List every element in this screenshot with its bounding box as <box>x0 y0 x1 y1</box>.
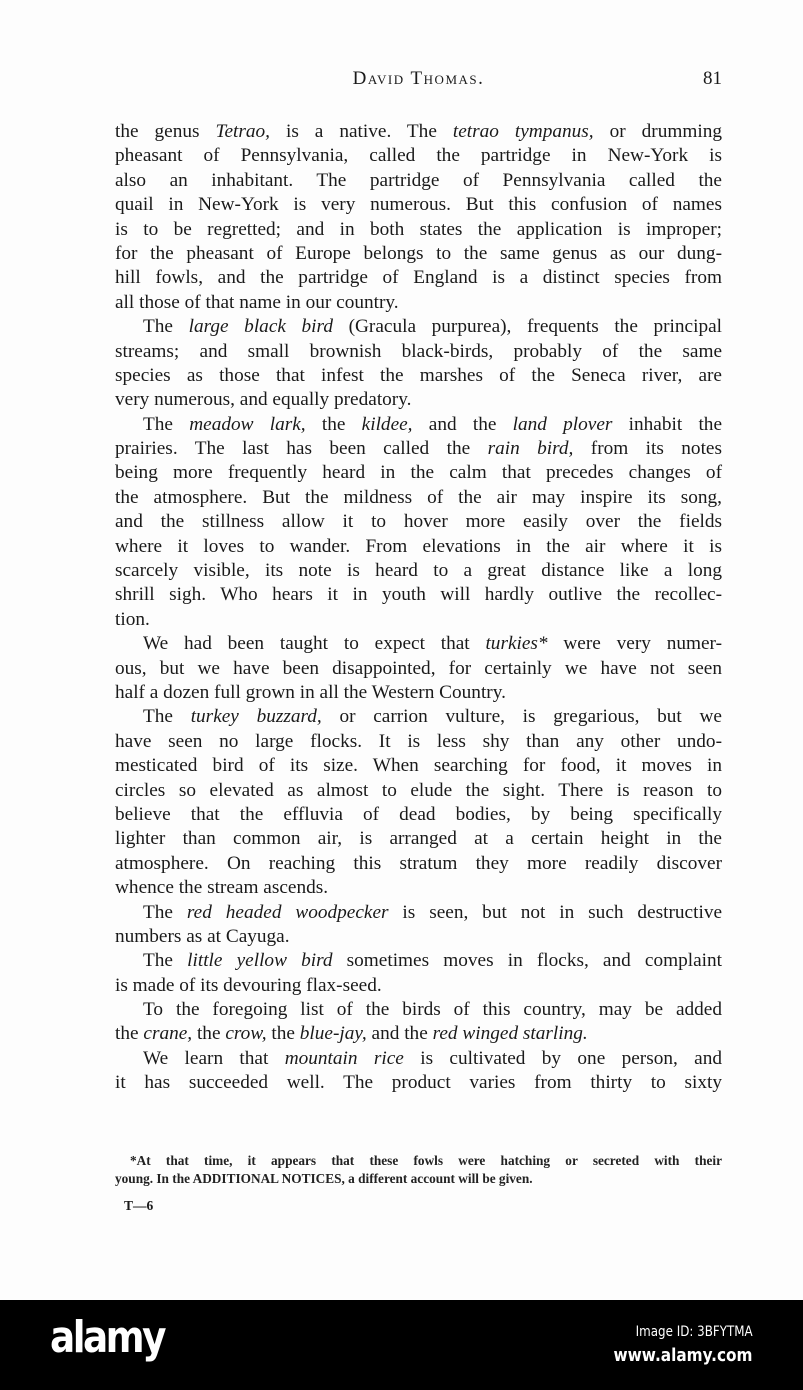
italic-text: tetrao tympanus, <box>452 121 594 142</box>
footnote-line: young. In the ADDITIONAL NOTICES, a different account will be given. <box>115 1171 533 1186</box>
text-line <box>115 559 722 583</box>
text-line <box>115 632 722 656</box>
text-run: the <box>305 413 362 435</box>
text-run: it has succeeded well. The product varies from thirty to sixty <box>115 1072 722 1094</box>
text-line <box>115 852 722 876</box>
text-line <box>115 1071 722 1095</box>
text-line <box>115 193 722 217</box>
text-line <box>115 486 722 510</box>
text-run: the <box>115 1023 144 1045</box>
text-run: for the pheasant of Europe belongs to the same genus as our dung- <box>115 242 722 264</box>
text-run: believe that the effluvia of dead bodies, by being specifically <box>115 803 722 825</box>
image-id-label: Image ID: 3BFYTMA <box>635 1324 753 1340</box>
text-run: The <box>143 706 191 728</box>
text-run: is seen, but not in such destructive <box>388 901 723 923</box>
running-head-title: David Thomas. <box>352 68 485 89</box>
text-line <box>115 340 722 364</box>
text-run: the atmosphere. But the mildness of the air may inspire its song, <box>115 486 722 508</box>
italic-text: red winged starling. <box>432 1023 588 1045</box>
italic-text: Tetrao, <box>215 121 270 142</box>
text-line <box>115 1022 722 1046</box>
text-line <box>115 583 722 607</box>
text-line <box>115 535 722 559</box>
text-line <box>115 169 722 193</box>
text-run: (Gracula purpurea), frequents the principal <box>332 316 723 338</box>
text-line <box>115 144 722 168</box>
text-line <box>115 974 722 998</box>
text-line <box>115 705 722 729</box>
text-run: the <box>266 1023 300 1045</box>
text-run: is made of its devouring flax-seed. <box>115 974 382 996</box>
text-line <box>115 949 722 973</box>
footnote <box>115 1152 722 1188</box>
text-line <box>115 266 722 290</box>
text-run: quail in New-York is very numerous. But this confusion of names <box>115 194 722 216</box>
text-line <box>115 437 722 461</box>
body-text <box>115 120 722 1096</box>
text-run: The <box>143 950 188 972</box>
text-run: ous, but we have been disappointed, for certainly we have not seen <box>115 657 722 679</box>
text-run: streams; and small brownish black-birds, probably of the same <box>115 340 722 362</box>
italic-text: kildee, <box>361 413 413 435</box>
text-run: We learn that <box>143 1047 285 1069</box>
text-line <box>115 388 722 412</box>
text-line <box>115 754 722 778</box>
italic-text: little yellow bird <box>187 950 333 972</box>
signature-mark: T—6 <box>124 1198 154 1213</box>
text-line <box>115 1047 722 1071</box>
text-run: hill fowls, and the partridge of England is a distinct species from <box>115 267 722 289</box>
text-line <box>115 779 722 803</box>
text-run: and the stillness allow it to hover more easily over the fields <box>115 511 722 533</box>
text-line <box>115 510 722 534</box>
text-run: To the foregoing list of the birds of this country, may be added <box>143 999 722 1021</box>
text-run: is cultivated by one person, and <box>403 1047 723 1069</box>
text-line <box>115 315 722 339</box>
text-line <box>115 364 722 388</box>
text-run: species as those that infest the marshes of the Seneca river, are <box>115 364 722 386</box>
text-line <box>115 461 722 485</box>
running-head <box>115 68 722 96</box>
text-line <box>115 242 722 266</box>
italic-text: crane, <box>143 1023 193 1045</box>
text-run: whence the stream ascends. <box>115 877 329 899</box>
text-run: sometimes moves in flocks, and complaint <box>332 950 723 972</box>
text-line <box>115 608 722 632</box>
text-run: inhabit the <box>612 413 723 435</box>
text-run: the genus <box>115 121 216 142</box>
text-run: or carrion vulture, is gregarious, but we <box>321 706 722 728</box>
text-run: or drumming <box>593 121 722 142</box>
text-line <box>115 291 722 315</box>
text-line <box>115 730 722 754</box>
text-run: pheasant of Pennsylvania, called the partridge in New-York is <box>115 145 722 167</box>
text-line <box>115 876 722 900</box>
text-run: very numerous, and equally predatory. <box>115 389 412 411</box>
text-run: lighter than common air, is arranged at a certain height in the <box>115 828 722 850</box>
text-line <box>115 657 722 681</box>
italic-text: rain bird, <box>487 438 574 460</box>
text-line <box>115 413 722 437</box>
text-line <box>115 901 722 925</box>
italic-text: blue-jay, <box>299 1023 367 1045</box>
italic-text: land plover <box>512 413 613 435</box>
text-run: have seen no large flocks. It is less shy than any other undo- <box>115 730 722 752</box>
alamy-logo: alamy <box>50 1312 164 1363</box>
text-run: tion. <box>115 608 150 630</box>
text-line <box>115 218 722 242</box>
text-run: were very numer- <box>547 633 722 655</box>
text-line <box>115 120 722 144</box>
text-run: from its notes <box>573 438 722 460</box>
text-line <box>115 681 722 705</box>
italic-text: meadow lark, <box>189 413 306 435</box>
text-run: shrill sigh. Who hears it in youth will hardly outlive the recollec- <box>115 584 722 606</box>
text-run: is a native. The <box>269 121 453 142</box>
italic-text: crow, <box>225 1023 267 1045</box>
text-line <box>115 803 722 827</box>
page-number: 81 <box>703 68 722 89</box>
italic-text: large black bird <box>188 316 333 338</box>
text-line <box>115 925 722 949</box>
text-run: atmosphere. On reaching this stratum they more readily discover <box>115 852 722 874</box>
text-run: circles so elevated as almost to elude the sight. There is reason to <box>115 779 722 801</box>
text-run: numbers as at Cayuga. <box>115 925 290 947</box>
italic-text: red headed woodpecker <box>186 901 389 923</box>
website-label: www.alamy.com <box>614 1345 753 1366</box>
text-run: where it loves to wander. From elevations in the air where it is <box>115 535 722 557</box>
italic-text: turkies* <box>485 633 548 655</box>
text-line <box>115 827 722 851</box>
text-run: the <box>192 1023 226 1045</box>
text-run: prairies. The last has been called the <box>115 438 488 460</box>
text-run: also an inhabitant. The partridge of Pennsylvania called the <box>115 169 722 191</box>
text-run: scarcely visible, its note is heard to a great distance like a long <box>115 560 722 582</box>
text-run: mesticated bird of its size. When searching for food, it moves in <box>115 755 722 777</box>
text-run: We had been taught to expect that <box>143 633 486 655</box>
italic-text: turkey buzzard, <box>190 706 322 728</box>
text-run: and the <box>366 1023 433 1045</box>
text-run: is to be regretted; and in both states the application is improper; <box>115 218 722 240</box>
italic-text: mountain rice <box>284 1047 404 1069</box>
text-line <box>115 998 722 1022</box>
text-run: The <box>143 413 190 435</box>
text-run: The <box>143 316 189 338</box>
watermark-banner <box>0 1300 803 1390</box>
text-run: being more frequently heard in the calm that precedes changes of <box>115 462 722 484</box>
text-run: half a dozen full grown in all the Western Country. <box>115 681 506 703</box>
text-run: all those of that name in our country. <box>115 291 399 313</box>
text-run: and the <box>412 413 513 435</box>
text-run: The <box>143 901 187 923</box>
footnote-line: *At that time, it appears that these fowls were hatching or secreted with their <box>130 1153 722 1168</box>
